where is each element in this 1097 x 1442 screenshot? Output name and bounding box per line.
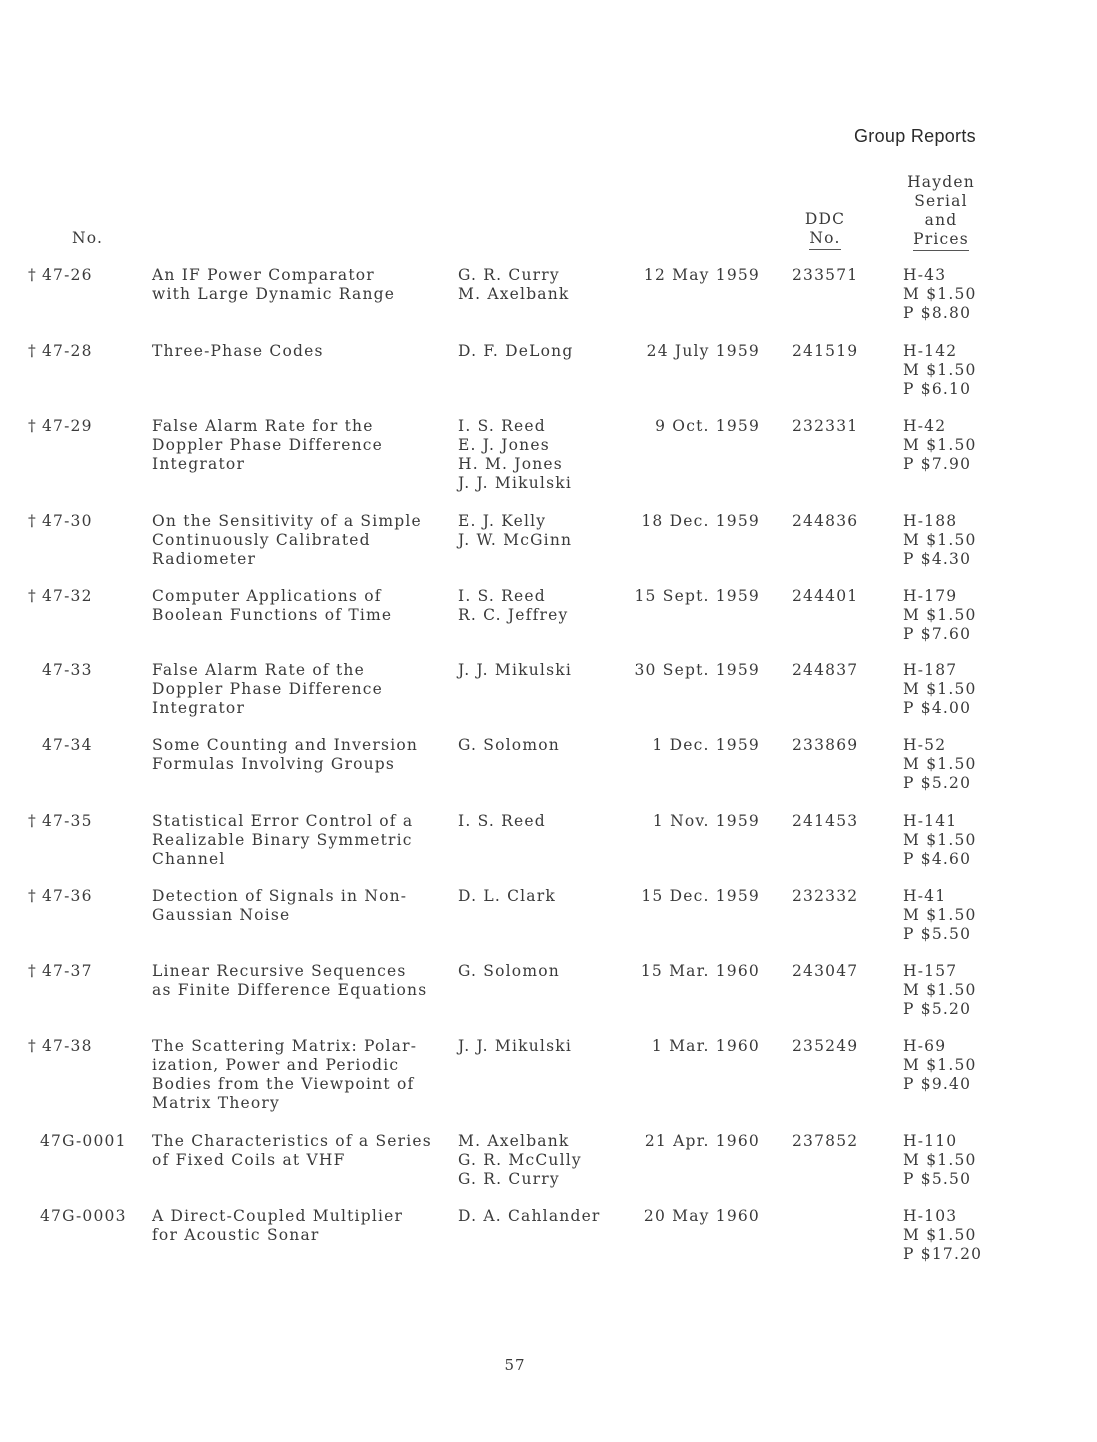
dagger-mark: † [28,812,37,830]
dagger-mark: † [28,587,37,605]
report-prices: H-52 M $1.50 P $5.20 [903,736,977,792]
report-number: 47G-0001 [40,1132,127,1150]
report-prices: H-103 M $1.50 P $17.20 [903,1207,983,1263]
report-authors: J. J. Mikulski [458,661,572,679]
report-number: 47-30 [42,512,93,530]
page-number: 57 [504,1356,526,1374]
report-title: Some Counting and Inversion Formulas Involving Groups [152,736,419,773]
header-ddc [790,210,860,250]
report-prices: H-188 M $1.50 P $4.30 [903,512,977,568]
report-number: 47-29 [42,417,93,435]
report-ddc: 244401 [792,587,859,605]
report-prices: H-69 M $1.50 P $9.40 [903,1037,977,1093]
report-number: 47-37 [42,962,93,980]
report-authors: J. J. Mikulski [458,1037,572,1055]
report-ddc: 241519 [792,342,859,360]
report-date: 20 May 1960 [643,1207,760,1225]
dagger-mark: † [28,512,37,530]
report-date: 15 Dec. 1959 [641,887,760,905]
header-hayden [898,173,984,251]
report-title: False Alarm Rate of the Doppler Phase Difference Integrator [152,661,384,717]
report-ddc: 241453 [792,812,859,830]
report-date: 15 Sept. 1959 [634,587,760,605]
report-date: 1 Dec. 1959 [652,736,760,754]
header-ddc-line2: No. [809,229,840,250]
report-number: 47-35 [42,812,93,830]
report-title: An IF Power Comparator with Large Dynamic Range [152,266,396,303]
report-ddc: 232332 [792,887,859,905]
report-number: 47-38 [42,1037,93,1055]
dagger-mark: † [28,887,37,905]
report-prices: H-179 M $1.50 P $7.60 [903,587,977,643]
header-no: No. [72,229,104,247]
report-prices: H-41 M $1.50 P $5.50 [903,887,977,943]
report-date: 21 Apr. 1960 [644,1132,760,1150]
report-authors: I. S. Reed [458,812,546,830]
report-authors: E. J. Kelly J. W. McGinn [458,512,573,549]
report-date: 30 Sept. 1959 [634,661,760,679]
dagger-mark: † [28,417,37,435]
report-number: 47-28 [42,342,93,360]
report-ddc: 235249 [792,1037,859,1055]
section-title: Group Reports [854,126,976,146]
report-ddc: 232331 [792,417,859,435]
report-number: 47G-0003 [40,1207,127,1225]
report-title: Statistical Error Control of a Realizable Binary Symmetric Channel [152,812,414,868]
report-ddc: 244837 [792,661,859,679]
report-ddc: 237852 [792,1132,859,1150]
report-authors: D. L. Clark [458,887,556,905]
report-title: The Scattering Matrix: Polar- ization, Power and Periodic Bodies from the Viewpoint of Matrix Theory [152,1037,418,1112]
header-ddc-line1: DDC [804,210,846,228]
report-number: 47-32 [42,587,93,605]
report-date: 1 Nov. 1959 [652,812,760,830]
report-date: 12 May 1959 [643,266,760,284]
report-title: Detection of Signals in Non- Gaussian Noise [152,887,408,924]
header-hayden-line4: Prices [913,230,969,251]
report-title: The Characteristics of a Series of Fixed Coils at VHF [152,1132,432,1169]
report-prices: H-157 M $1.50 P $5.20 [903,962,977,1018]
report-number: 47-36 [42,887,93,905]
report-number: 47-26 [42,266,93,284]
report-title: Computer Applications of Boolean Functions of Time [152,587,393,624]
report-authors: G. Solomon [458,962,560,980]
header-hayden-line3: and [924,211,958,229]
report-prices: H-110 M $1.50 P $5.50 [903,1132,977,1188]
report-authors: G. R. Curry M. Axelbank [458,266,570,303]
dagger-mark: † [28,1037,37,1055]
report-date: 15 Mar. 1960 [640,962,760,980]
report-prices: H-43 M $1.50 P $8.80 [903,266,977,322]
report-ddc: 243047 [792,962,859,980]
report-date: 24 July 1959 [646,342,760,360]
report-date: 18 Dec. 1959 [641,512,760,530]
report-authors: I. S. Reed R. C. Jeffrey [458,587,569,624]
report-ddc: 244836 [792,512,859,530]
report-ddc: 233571 [792,266,859,284]
report-date: 9 Oct. 1959 [655,417,760,435]
report-prices: H-187 M $1.50 P $4.00 [903,661,977,717]
report-number: 47-34 [42,736,93,754]
report-title: A Direct-Coupled Multiplier for Acoustic Sonar [152,1207,404,1244]
report-ddc: 233869 [792,736,859,754]
header-hayden-line1: Hayden [907,173,975,191]
dagger-mark: † [28,342,37,360]
report-title: Three-Phase Codes [152,342,324,360]
report-authors: I. S. Reed E. J. Jones H. M. Jones J. J. Mikulski [458,417,572,492]
report-title: False Alarm Rate for the Doppler Phase Difference Integrator [152,417,384,473]
report-prices: H-141 M $1.50 P $4.60 [903,812,977,868]
report-number: 47-33 [42,661,93,679]
report-title: On the Sensitivity of a Simple Continuously Calibrated Radiometer [152,512,422,568]
header-hayden-line2: Serial [914,192,968,210]
report-authors: M. Axelbank G. R. McCully G. R. Curry [458,1132,582,1188]
report-authors: G. Solomon [458,736,560,754]
report-authors: D. A. Cahlander [458,1207,601,1225]
report-date: 1 Mar. 1960 [651,1037,760,1055]
report-authors: D. F. DeLong [458,342,574,360]
report-title: Linear Recursive Sequences as Finite Difference Equations [152,962,428,999]
report-prices: H-42 M $1.50 P $7.90 [903,417,977,473]
dagger-mark: † [28,962,37,980]
report-prices: H-142 M $1.50 P $6.10 [903,342,977,398]
dagger-mark: † [28,266,37,284]
